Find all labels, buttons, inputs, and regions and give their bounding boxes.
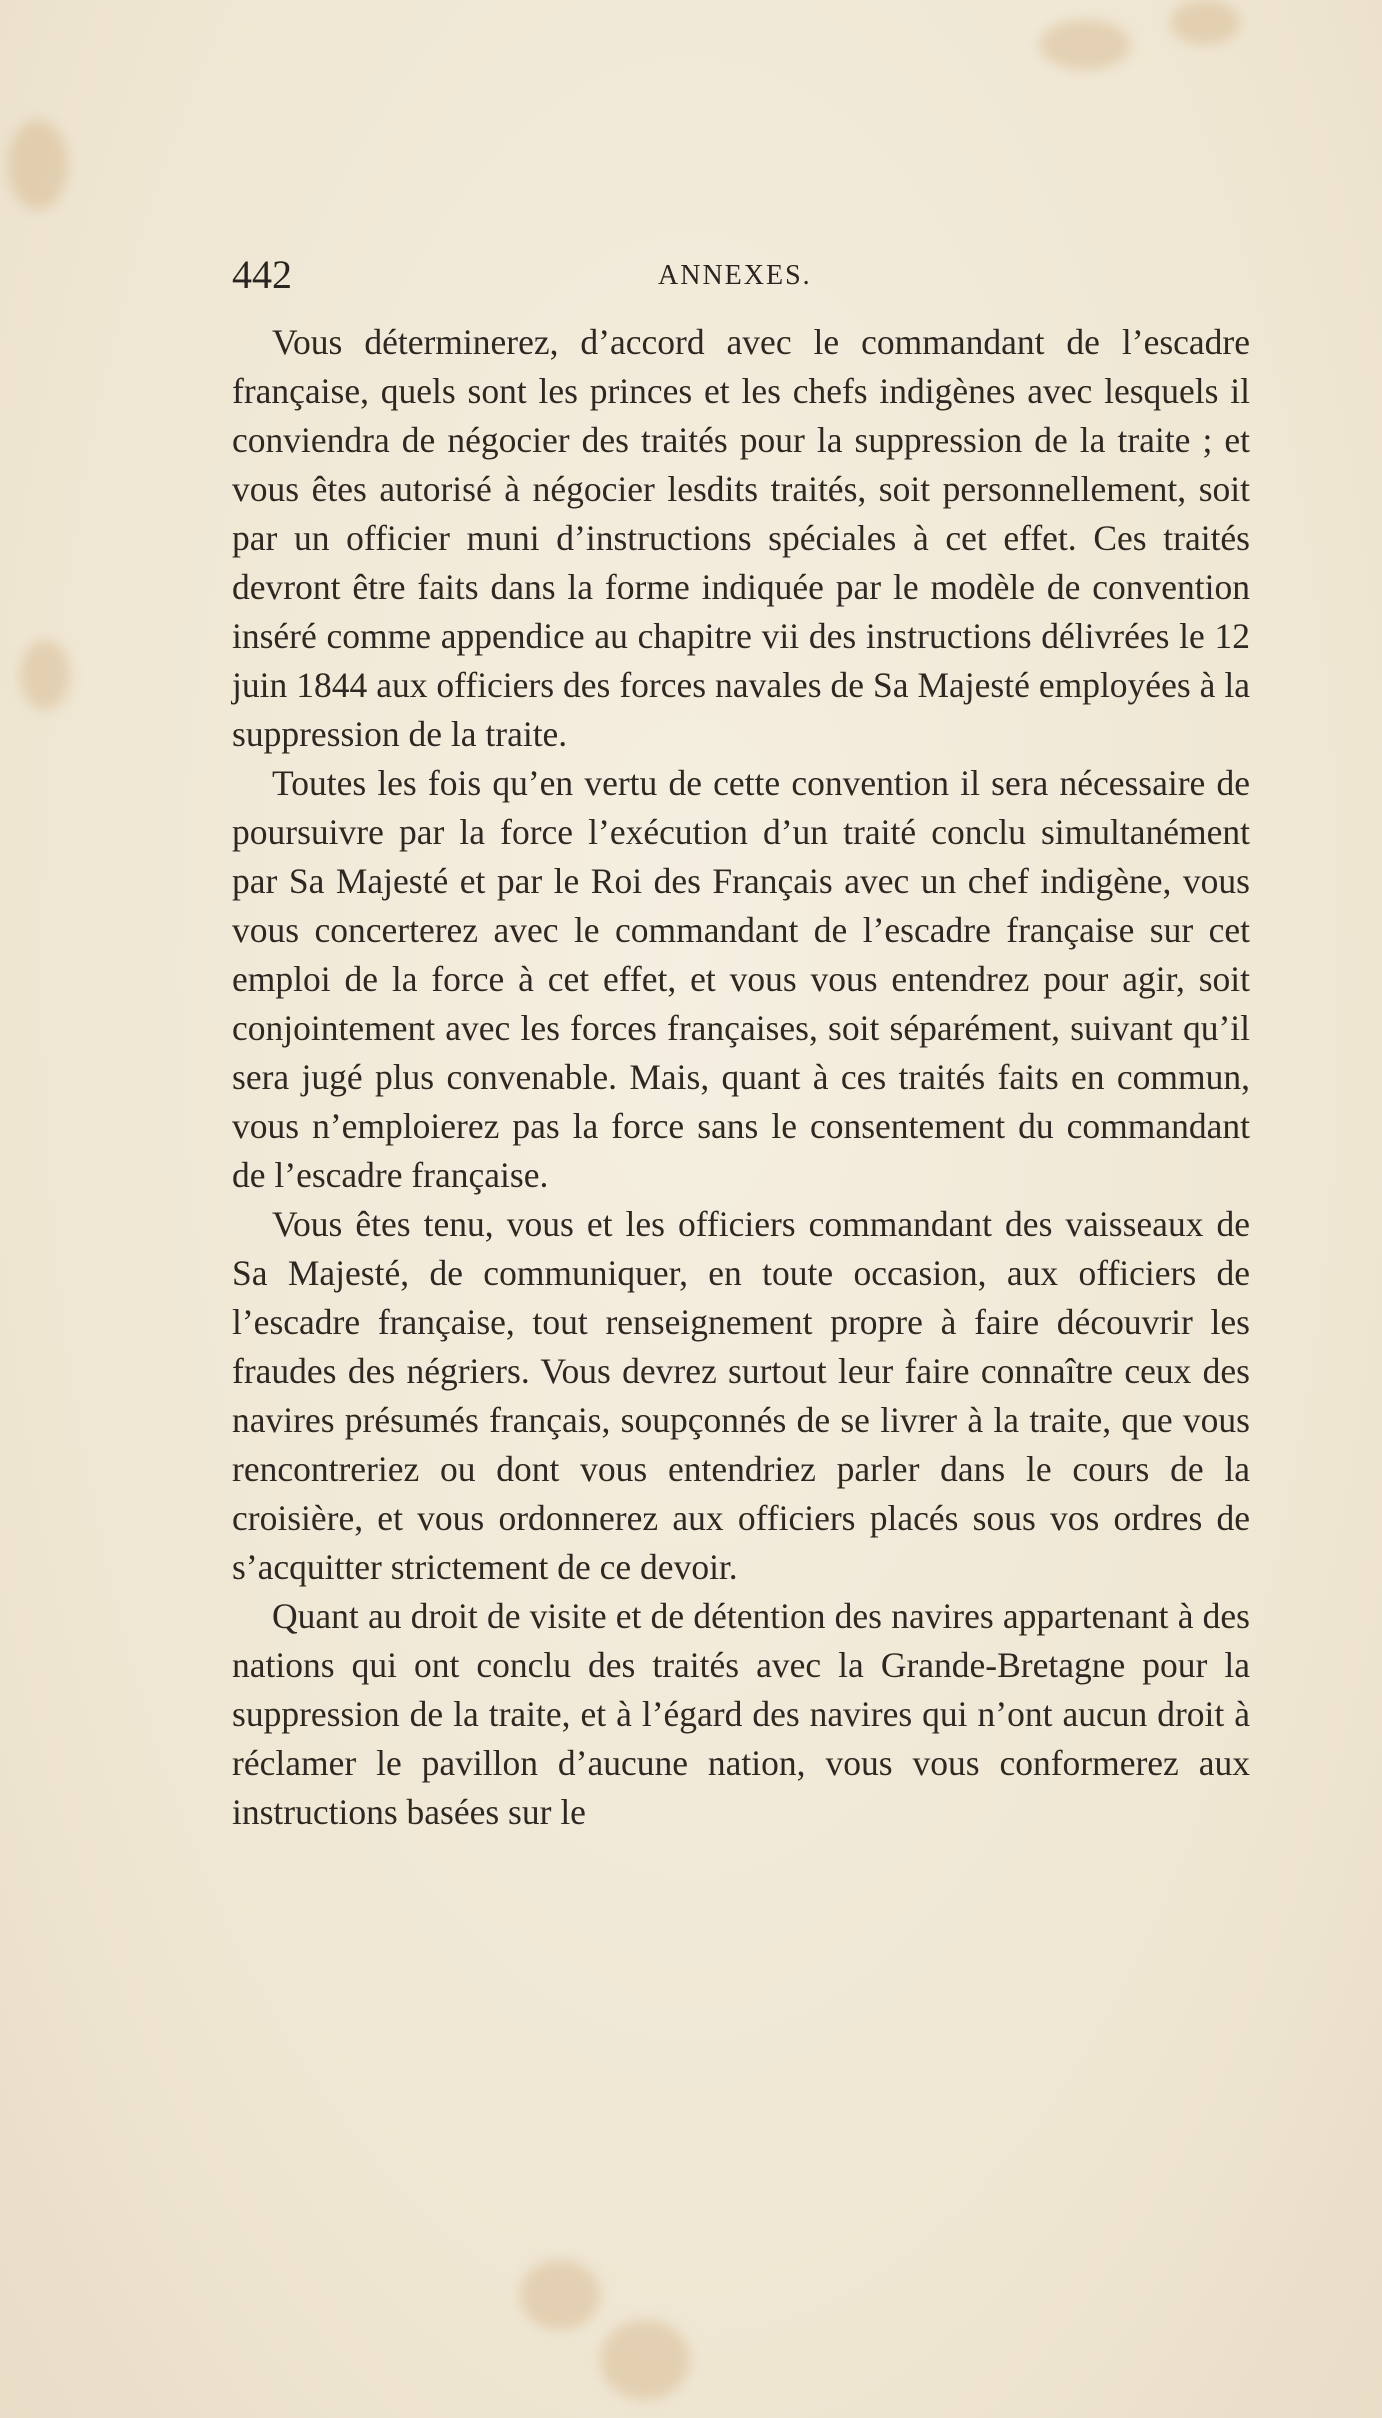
page-number: 442 (232, 252, 292, 297)
foxing-stain (600, 2320, 690, 2400)
foxing-stain (1040, 20, 1130, 70)
foxing-stain (8, 120, 68, 210)
running-head: ANNEXES. (658, 260, 812, 291)
page-header (232, 250, 1242, 300)
paragraph: Toutes les fois qu’en vertu de cette convention il sera nécessaire de poursuivre par la force l’exécution d’un traité conclu simultanément par Sa Majesté et par le Roi des Français avec un chef indigène, vous vous concerterez avec le commandant de l’escadre française sur cet emploi de la force à cet effet, et vous vous entendrez pour agir, soit conjointement avec les forces françaises, soit séparément, suivant qu’il sera jugé plus convenable. Mais, quant à ces traités faits en commun, vous n’emploierez pas la force sans le consentement du commandant de l’escadre française. (232, 763, 1250, 1195)
foxing-stain (520, 2260, 600, 2330)
paragraph: Quant au droit de visite et de détention des navires appartenant à des nations qui ont conclu des traités avec la Grande-Bretagne pour la suppression de la traite, et à l’égard des navires qui n’ont aucun droit à réclamer le pavillon d’aucune nation, vous vous conformerez aux instructions basées sur le (232, 1596, 1250, 1832)
foxing-stain (20, 640, 70, 710)
body-text (232, 318, 1250, 1837)
paragraph: Vous déterminerez, d’accord avec le commandant de l’escadre française, quels sont les princes et les chefs indigènes avec lesquels il conviendra de négocier des traités pour la suppression de la traite ; et vous êtes autorisé à négocier lesdits traités, soit personnellement, soit par un officier muni d’instructions spéciales à cet effet. Ces traités devront être faits dans la forme indiquée par le modèle de convention inséré comme appendice au chapitre vii des instructions délivrées le 12 juin 1844 aux officiers des forces navales de Sa Majesté employées à la suppression de la traite. (232, 322, 1250, 754)
paragraph: Vous êtes tenu, vous et les officiers commandant des vaisseaux de Sa Majesté, de communiquer, en toute occasion, aux officiers de l’escadre française, tout renseignement propre à faire découvrir les fraudes des négriers. Vous devrez surtout leur faire connaître ceux des navires présumés français, soupçonnés de se livrer à la traite, que vous rencontreriez ou dont vous entendriez parler dans le cours de la croisière, et vous ordonnerez aux officiers placés sous vos ordres de s’acquitter strictement de ce devoir. (232, 1204, 1250, 1587)
foxing-stain (1170, 0, 1240, 45)
